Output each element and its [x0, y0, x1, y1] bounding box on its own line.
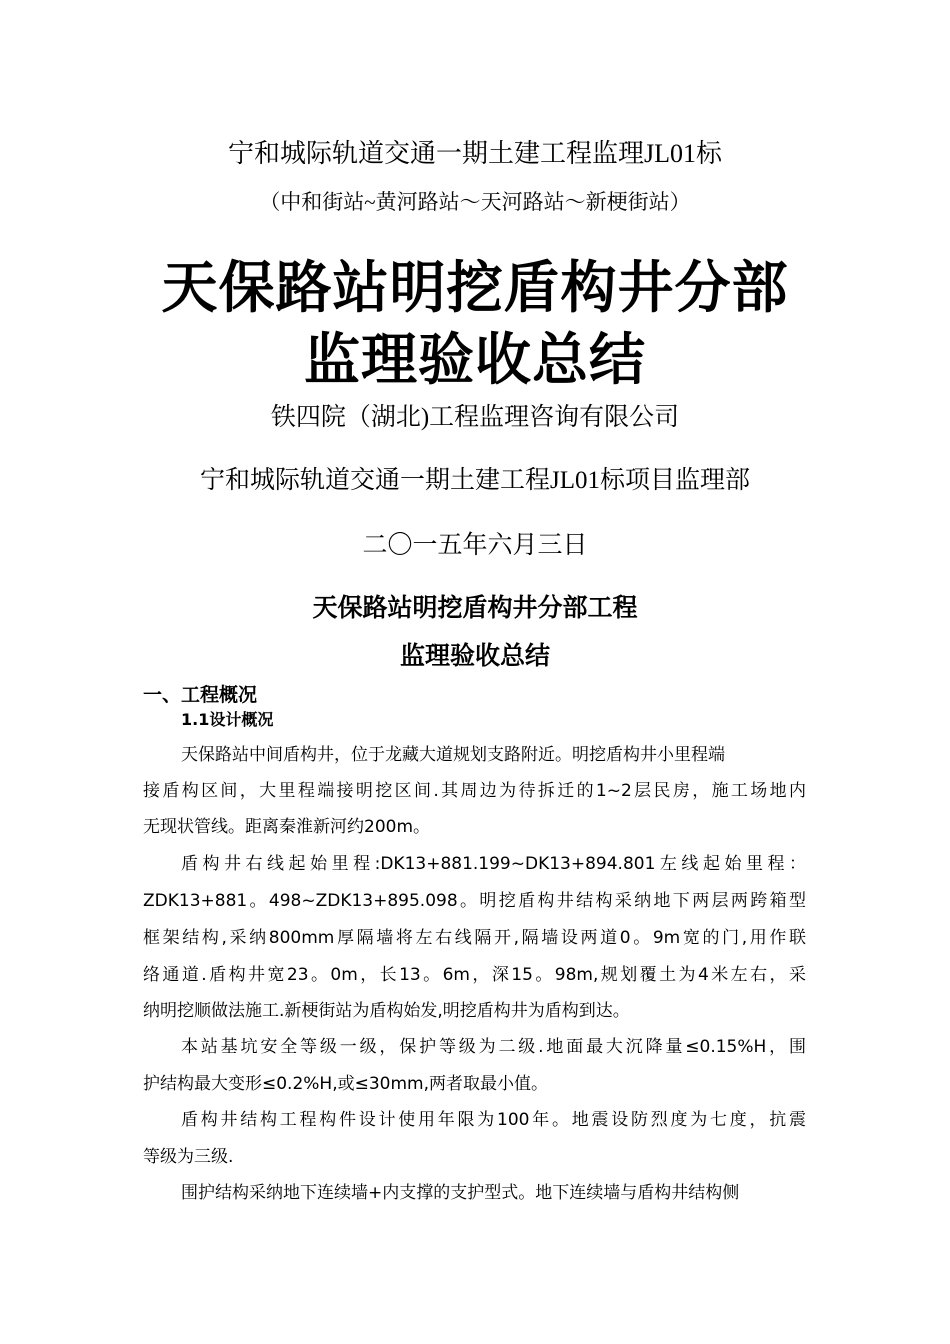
subsection-heading: 1.1设计概况 [181, 710, 274, 729]
project-line: 宁和城际轨道交通一期土建工程监理JL01标 [227, 139, 722, 168]
paragraph-line: 盾构井右线起始里程:DK13+881.199~DK13+894.801左线起始里程： [181, 854, 806, 874]
paragraph-line: 围护结构采纳地下连续墙+内支撑的支护型式。地下连续墙与盾构井结构侧 [181, 1183, 740, 1203]
report-title-line1: 天保路站明挖盾构井分部工程 [312, 593, 638, 622]
cover-title-line2: 监理验收总结 [304, 328, 646, 393]
paragraph-line: 纳明挖顺做法施工.新梗街站为盾构始发,明挖盾构井为盾构到达。 [143, 1001, 630, 1021]
paragraph-line: 盾构井结构工程构件设计使用年限为100年。地震设防烈度为七度，抗震 [181, 1110, 806, 1130]
cover-title-line1: 天保路站明挖盾构井分部 [161, 256, 789, 321]
paragraph-line: 等级为三级. [143, 1147, 234, 1167]
company-name: 铁四院（湖北)工程监理咨询有限公司 [270, 404, 680, 431]
report-title-line2: 监理验收总结 [399, 641, 550, 670]
department-name: 宁和城际轨道交通一期土建工程JL01标项目监理部 [199, 467, 750, 494]
paragraph-line: 无现状管线。距离秦淮新河约200m。 [143, 817, 431, 837]
paragraph-line: 框架结构,采纳800mm厚隔墙将左右线隔开,隔墙设两道0。9m宽的门,用作联 [143, 928, 806, 948]
paragraph-line: 天保路站中间盾构井，位于龙藏大道规划支路附近。明挖盾构井小里程端 [181, 745, 725, 765]
paragraph-line: 接盾构区间，大里程端接明挖区间.其周边为待拆迁的1~2层民房，施工场地内 [143, 781, 806, 801]
paragraph-line: ZDK13+881。498~ZDK13+895.098。明挖盾构井结构采纳地下两层两跨箱型 [143, 891, 806, 911]
report-date: 二〇一五年六月三日 [362, 532, 588, 559]
paragraph-line: 护结构最大变形≤0.2%H,或≤30mm,两者取最小值。 [143, 1074, 549, 1094]
stations-line: （中和街站~黄河路站～天河路站～新梗街站） [259, 190, 691, 214]
section-heading: 一、工程概况 [143, 684, 258, 706]
paragraph-line: 本站基坑安全等级一级，保护等级为二级.地面最大沉降量≤0.15%H，围 [181, 1037, 806, 1057]
paragraph-line: 络通道.盾构井宽23。0m，长13。6m，深15。98m,规划覆土为4米左右，采 [143, 965, 806, 985]
